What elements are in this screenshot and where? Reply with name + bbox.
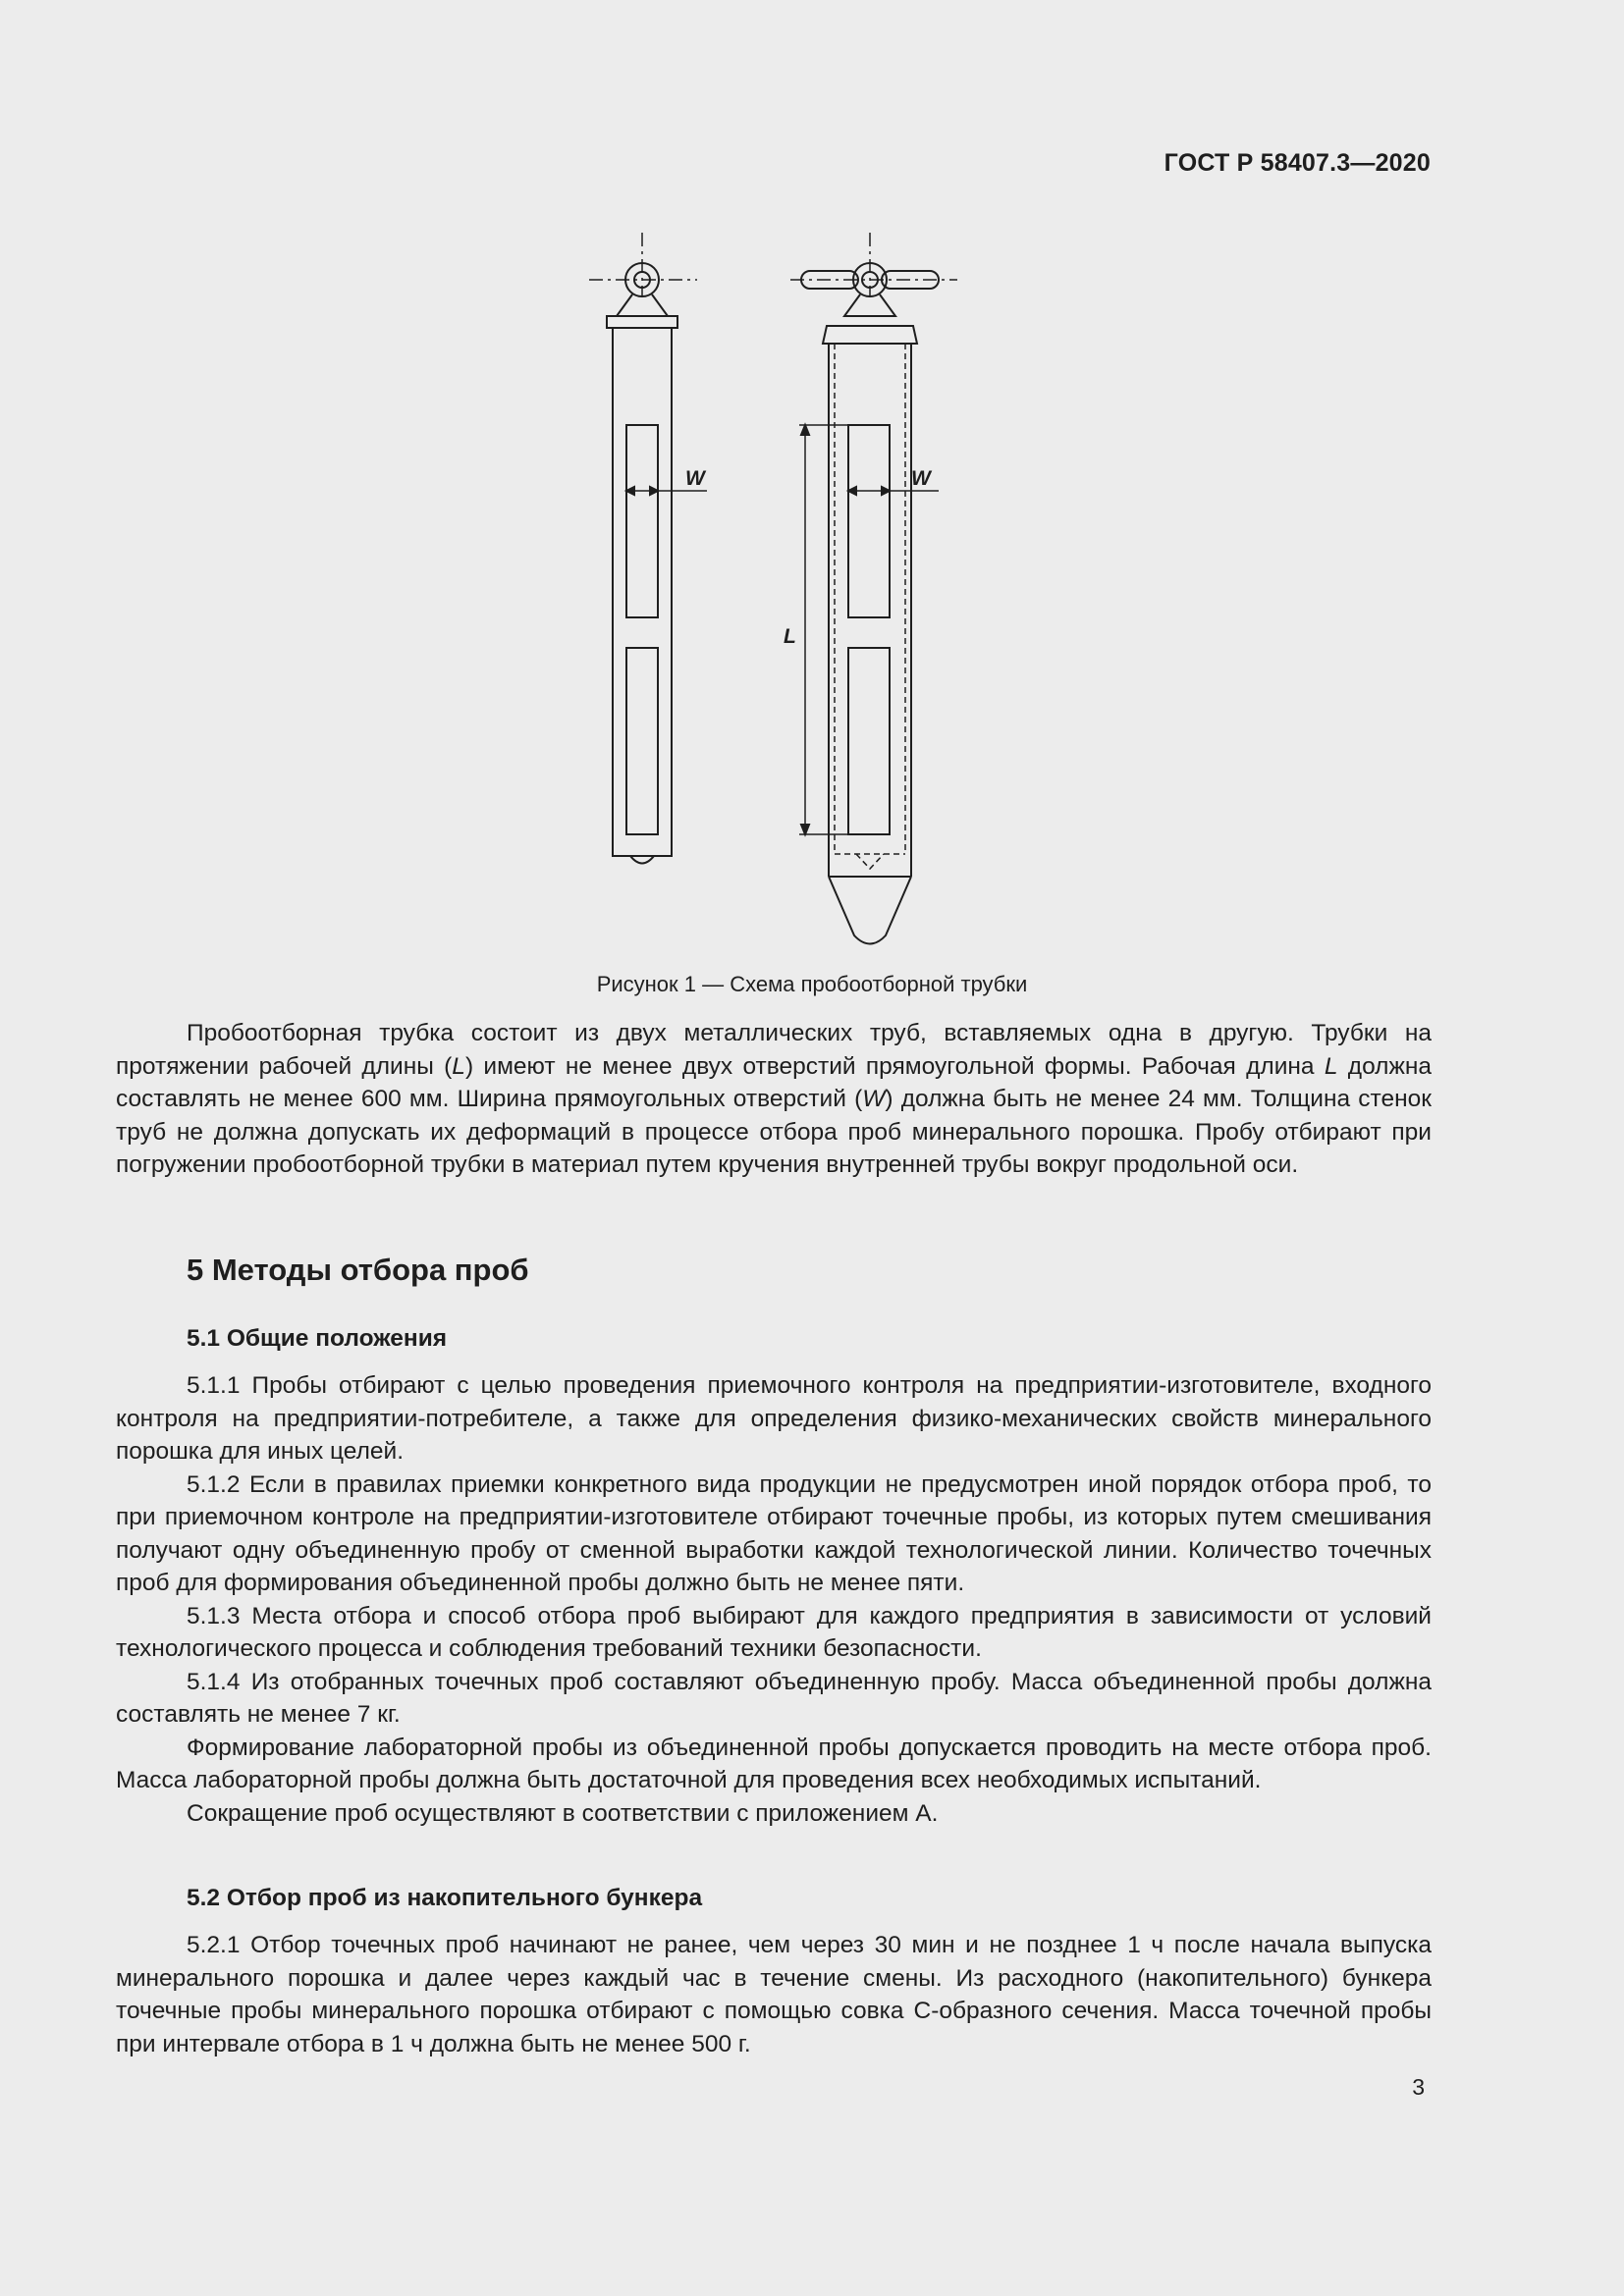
paragraph-lab-sample: Формирование лабораторной пробы из объединенной пробы допускается проводить на месте отбора проб. Масса лабораторной пробы должна быть достаточной для проведения всех необходимых испытаний. (116, 1734, 1432, 1793)
subsection-5-2-title: 5.2 Отбор проб из накопительного бункера (187, 1885, 703, 1911)
paragraph-5-1-3: 5.1.3 Места отбора и способ отбора проб выбирают для каждого предприятия в зависимости от условий технологического процесса и соблюдения требований техники безопасности. (116, 1602, 1432, 1662)
paragraph-reduction: Сокращение проб осуществляют в соответствии с приложением А. (187, 1799, 939, 1827)
standard-code: ГОСТ Р 58407.3—2020 (1164, 149, 1431, 177)
page-number: 3 (1412, 2074, 1425, 2100)
paragraph-5-1-2: 5.1.2 Если в правилах приемки конкретного вида продукции не предусмотрен иной порядок отбора проб, то при приемочном контроле на предприятии-изготовителе отбирают точечные пробы, из которых путем смешивания получают одну объединенную пробу от сменной выработки каждой технологической линии. Количество точечных проб для формирования объединенной пробы должно быть не менее пяти. (116, 1470, 1432, 1596)
intro-paragraph-block (116, 1017, 1432, 1182)
paragraph-5-2-1: 5.2.1 Отбор точечных проб начинают не ранее, чем через 30 мин и не позднее 1 ч после начала выпуска минерального порошка и далее через каждый час в течение смены. Из расходного (накопительного) бункера точечные пробы минерального порошка отбирают с помощью совка С-образного сечения. Масса точечной пробы при интервале отбора в 1 ч должна быть не менее 500 г. (116, 1932, 1432, 2057)
subsection-5-2-body (116, 1929, 1432, 2060)
width-label-left: W (685, 467, 705, 490)
intro-paragraph: Пробоотборная трубка состоит из двух металлических труб, вставляемых одна в другую. Трубки на протяжении рабочей длины (L) имеют не менее двух отверстий прямоугольной формы. Рабочая длина L должна составлять не менее 600 мм. Ширина прямоугольных отверстий (W) должна быть не менее 24 мм. Толщина стенок труб не должна допускать их деформаций в процессе отбора проб минерального порошка. Пробу отбирают при погружении пробоотборной трубки в материал путем кручения внутренней трубы вокруг продольной оси. (116, 1020, 1433, 1178)
sampling-tube-drawing (550, 221, 982, 967)
length-label: L (784, 625, 796, 648)
figure-caption: Рисунок 1 — Схема пробоотборной трубки (596, 972, 1028, 996)
width-label-right: W (911, 467, 931, 490)
inner-tube-drawing (790, 233, 957, 944)
sampling-tube-figure (550, 221, 982, 967)
outer-tube-drawing (589, 233, 707, 864)
paragraph-5-1-1: 5.1.1 Пробы отбирают с целью проведения приемочного контроля на предприятии-изготовителе, входного контроля на предприятии-потребителе, а также для определения физико-механических свойств минерального порошка для иных целей. (116, 1372, 1432, 1465)
section-5-title: 5 Методы отбора проб (187, 1253, 529, 1287)
paragraph-5-1-4: 5.1.4 Из отобранных точечных проб составляют объединенную пробу. Масса объединенной пробы должна составлять не менее 7 кг. (116, 1668, 1432, 1728)
subsection-5-1-body (116, 1369, 1432, 1830)
subsection-5-1-title: 5.1 Общие положения (187, 1325, 448, 1352)
